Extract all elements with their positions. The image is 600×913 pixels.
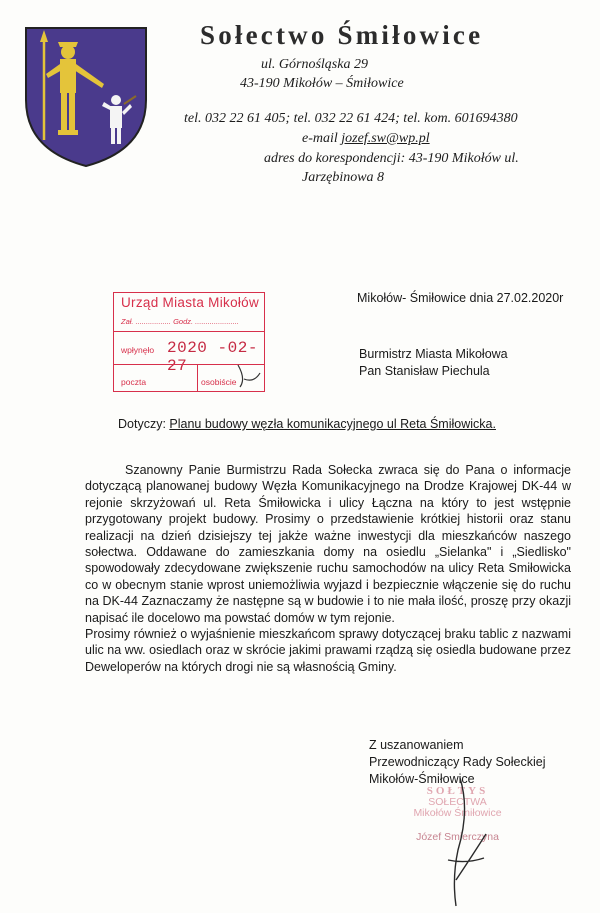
soltys-stamp: [390, 785, 525, 843]
handwritten-mark-icon: [234, 361, 264, 391]
recipient-line-1: Burmistrz Miasta Mikołowa: [359, 347, 508, 361]
subject-line: [118, 417, 496, 431]
registry-stamp: [113, 292, 265, 392]
email-line: [302, 131, 430, 147]
closing-line: Z uszanowaniem: [369, 738, 464, 752]
place-and-date: Mikołów- Śmiłowice dnia 27.02.2020r: [357, 291, 564, 305]
coat-of-arms-logo: [20, 22, 152, 170]
stamp-received-date: 2020 -02- 27: [167, 339, 258, 375]
subject-label: Dotyczy:: [118, 417, 170, 431]
stamp-title: Urząd Miasta Mikołów: [121, 295, 260, 310]
correspondence-line-2: Jarzębinowa 8: [302, 170, 385, 185]
body-paragraph: Prosimy również o wyjaśnienie mieszkańcom sprawy dotyczącej braku tablic z nazwami ulic na ww. osiedlach oraz w skrócie jakimi prawami rządzą się osiedla budowane przez Deweloperów na których drogi nie są własnością Gminy.: [85, 627, 571, 674]
recipient-line-2: Pan Stanisław Piechula: [359, 364, 490, 378]
stamp-received-label: wpłynęło: [121, 345, 155, 355]
address-line-1: ul. Górnośląska 29: [261, 57, 368, 72]
document-title: Sołectwo Śmiłowice: [200, 20, 484, 50]
stamp-attachment-line: Zał. ................. Godz. .....................: [121, 317, 239, 326]
stamp-divider: [114, 331, 264, 332]
closing-line: Mikołów-Śmiłowice: [369, 772, 475, 786]
letter-body: [85, 462, 571, 675]
stamp-divider-vertical: [197, 364, 198, 391]
soltys-stamp-name: Józef Smierczyna: [416, 831, 499, 843]
phone-numbers: tel. 032 22 61 405; tel. 032 22 61 424; tel. kom. 601694380: [184, 111, 518, 126]
soltys-stamp-title: SOŁTYS: [426, 785, 489, 797]
closing-line: Przewodniczący Rady Sołeckiej: [369, 755, 546, 769]
soltys-stamp-line: SOŁECTWA: [428, 796, 487, 808]
address-line-2: 43-190 Mikołów – Śmiłowice: [240, 76, 404, 91]
subject-text: Planu budowy węzła komunikacyjnego ul Reta Śmiłowicka.: [169, 417, 496, 431]
email-link[interactable]: jozef.sw@wp.pl: [341, 131, 430, 146]
body-paragraph: Szanowny Panie Burmistrzu Rada Sołecka zwraca się do Pana o informacje dotyczącą planowanej budowy Węzła Komunikacyjnego na Drodze Krajowej DK-44 w rejonie skrzyżowań ul. Reta Śmiłowicka i ulicy Łączna na który to jest wstępnie przygotowany projekt budowy. Prosimy o przedstawienie krótkiej historii oraz stanu realizacji na dzień dzisiejszy tej jakże ważne inwestycji dla mieszkańców naszego sołectwa. Oddawane do zamieszkania domy na osiedlu „Sielanka" i „Siedlisko" spowodowały zdecydowane zwiększenie ruchu samochodów na ulicy Reta Smiłowicka co w obecnym stanie wprost uniemożliwia wyjazd i bezpiecznie włączenie się do ruchu na DK-44 Zaznaczamy że następne są w budowie i to nie mała ilość, proszę przy okazji napisać ile docelowo ma powstać domów w tym rejonie.: [85, 463, 571, 625]
stamp-post-label: poczta: [121, 377, 147, 387]
correspondence-line-1: adres do korespondencji: 43-190 Mikołów ul.: [264, 151, 519, 166]
stamp-personal-label: osobiście: [201, 377, 237, 387]
closing-block: [369, 737, 545, 788]
soltys-stamp-line: Mikołów Śmiłowice: [413, 807, 502, 819]
email-label: e-mail: [302, 131, 342, 146]
